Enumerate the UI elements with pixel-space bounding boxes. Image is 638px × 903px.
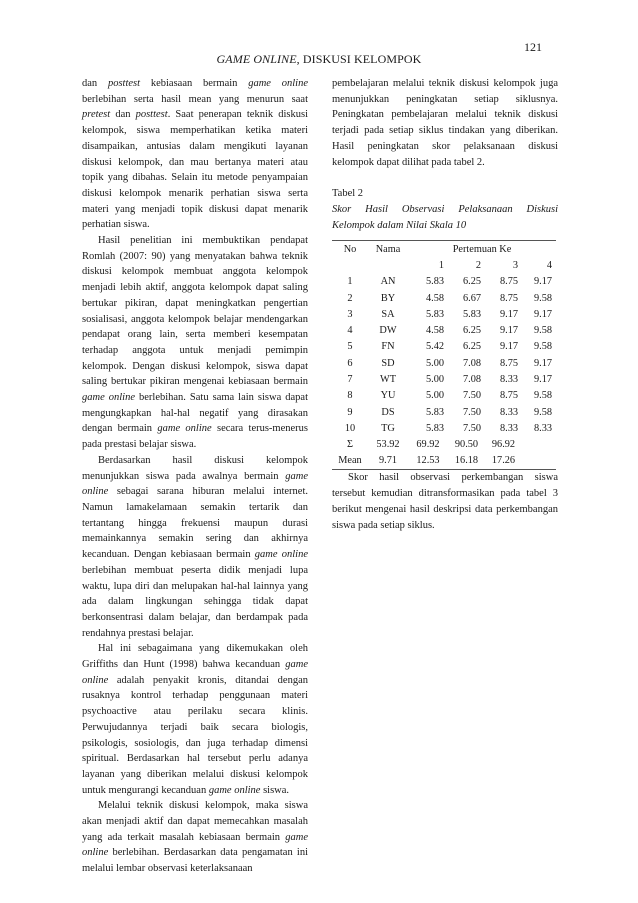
cell-aggregate: 90.50 <box>454 439 479 451</box>
italic-term: pretest <box>82 109 111 121</box>
italic-term: game online <box>82 470 308 498</box>
right-paragraph-2: Skor hasil observasi perkembangan siswa tersebut kemudian ditransformasikan pada tabel 3 berikut mengenai hasil deskripsi data perkembangan siswa pada setiap siklus. <box>332 472 558 531</box>
cell-score: 8.33 <box>533 422 552 434</box>
italic-term: game online <box>82 392 135 404</box>
cell-score: 7.08 <box>462 374 481 385</box>
left-paragraph-2: Hasil penelitian ini membuktikan pendapat Romlah (2007: 90) yang menyatakan bahwa teknik diskusi kelompok membuat anggota kelompok menjadi lebih aktif, anggota kelompok dapat saling bertukar pikiran, dapat meningkatkan pengertian sosialisasi, anggota kelompok belajar mendengarkan pendapat orang lain, serta memberi kesempatan terhadap anggota untuk menjadi pemimpin kelompok. Dengan diskusi kelompok, siswa dapat saling bertukar pikiran mengenai kebiasaan bermain game online berlebihan. Satu sama lain siswa dapat mengungkapkan hal-hal negatif yang dirasakan dengan bermain game online secara terus-menerus pada prestasi belajar siswa. <box>82 235 308 451</box>
cell-score: 9.17 <box>533 276 552 288</box>
cell-no: 8 <box>347 390 353 402</box>
meeting-number: 1 <box>438 259 444 271</box>
left-paragraph-5: Melalui teknik diskusi kelompok, maka siswa akan menjadi aktif dan dapat memecahkan masalah yang ada terkait masalah kebiasaan bermain game online berlebihan. Berdasarkan data pengamatan ini melalui lembar observasi keterlaksanaan <box>82 800 308 875</box>
cell-score: 6.25 <box>462 325 481 337</box>
sum-row <box>332 437 556 453</box>
table-row <box>332 421 556 437</box>
table-row <box>332 290 556 306</box>
table-row <box>332 388 556 404</box>
table-row <box>332 355 556 371</box>
cell-aggregate: 53.92 <box>376 439 400 451</box>
cell-score: 5.00 <box>425 374 444 385</box>
cell-score: 4.58 <box>425 325 444 337</box>
cell-score: 7.50 <box>462 406 481 418</box>
cell-score: 5.83 <box>425 308 444 320</box>
left-column <box>82 76 308 877</box>
cell-no: 2 <box>347 292 353 304</box>
cell-aggregate: 9.71 <box>368 453 408 470</box>
cell-nama: WT <box>379 374 396 385</box>
cell-no: 9 <box>347 406 353 418</box>
cell-nama: TG <box>381 422 395 434</box>
cell-score: 6.25 <box>462 341 481 353</box>
cell-score: 5.83 <box>462 308 481 320</box>
cell-nama: BY <box>380 292 396 304</box>
table-body <box>332 274 556 470</box>
table-row <box>332 372 556 388</box>
cell-score: 8.33 <box>499 406 518 418</box>
cell-nama: SA <box>381 308 395 320</box>
italic-term: game online <box>82 831 308 859</box>
cell-no: 1 <box>347 276 353 288</box>
cell-no: 10 <box>344 422 356 434</box>
cell-score: 9.58 <box>533 406 552 418</box>
cell-aggregate: 16.18 <box>448 453 485 470</box>
table-caption-number: Tabel 2 <box>332 188 364 200</box>
table-row <box>332 274 556 290</box>
cell-no: 4 <box>347 325 353 337</box>
cell-score: 6.25 <box>462 276 481 288</box>
header-nama: Nama <box>368 241 408 258</box>
italic-term: game online <box>157 423 212 435</box>
cell-score: 5.42 <box>425 341 444 353</box>
cell-nama: SD <box>381 357 395 369</box>
table-row <box>332 307 556 323</box>
table-row <box>332 323 556 339</box>
cell-score: 8.75 <box>499 292 518 304</box>
meeting-number: 3 <box>512 259 518 271</box>
cell-score: 5.83 <box>425 406 444 418</box>
page-number: 121 <box>524 40 542 54</box>
cell-score: 9.58 <box>533 341 552 353</box>
cell-aggregate: 96.92 <box>491 439 516 451</box>
cell-aggregate: 17.26 <box>485 453 522 470</box>
table-caption <box>332 186 558 233</box>
cell-score: 8.33 <box>499 422 518 434</box>
cell-score: 9.58 <box>533 292 552 304</box>
cell-nama: DS <box>381 406 395 418</box>
meeting-number: 2 <box>475 259 481 271</box>
right-paragraph-1: pembelajaran melalui teknik diskusi kelompok juga menunjukkan peningkatan setiap siklusnya. Peningkatan pembelajaran melalui teknik diskusi terjadi pada setiap siklus tindakan yang diberikan. Hasil peningkatan skor pelaksanaan diskusi kelompok dapat dilihat pada tabel 2. <box>332 78 558 168</box>
right-column <box>332 76 558 533</box>
score-table <box>332 240 556 470</box>
header-pertemuan: Pertemuan Ke <box>408 241 556 258</box>
cell-score: 9.17 <box>533 357 552 369</box>
mean-row <box>332 453 556 470</box>
italic-term: posttest <box>135 109 168 121</box>
cell-empty <box>522 437 556 453</box>
cell-nama: FN <box>381 341 395 353</box>
cell-score: 4.58 <box>425 292 444 304</box>
cell-score: 5.83 <box>425 276 444 288</box>
running-head <box>0 52 638 67</box>
cell-score: 5.00 <box>425 390 444 402</box>
cell-no: 5 <box>347 341 353 353</box>
italic-term: game online <box>82 659 308 686</box>
cell-label: Σ <box>347 439 353 451</box>
cell-nama: DW <box>379 325 397 337</box>
cell-score: 8.75 <box>499 276 518 288</box>
cell-score: 9.17 <box>499 341 518 353</box>
cell-aggregate: 69.92 <box>416 439 440 451</box>
cell-no: 3 <box>347 308 353 320</box>
cell-aggregate: 12.53 <box>408 453 448 470</box>
cell-score: 5.83 <box>425 422 444 434</box>
cell-nama: AN <box>380 276 396 288</box>
cell-score: 9.17 <box>499 325 518 337</box>
cell-score: 9.17 <box>533 374 552 385</box>
italic-term: game online <box>208 784 261 796</box>
table-row <box>332 404 556 420</box>
header-no: No <box>332 241 368 258</box>
cell-score: 8.33 <box>499 374 518 385</box>
cell-empty <box>522 453 556 470</box>
left-paragraph-4: Hal ini sebagaimana yang dikemukakan oleh Griffiths dan Hunt (1998) bahwa kecanduan game online adalah penyakit kronis, ditandai dengan rusaknya kontrol terhadap penggunaan materi psychoactive atau perilaku secara klinis. Perwujudannya terjadi baik secara biologis, psikologis, sosiologis, dan juga terhadap dimensi spiritual. Berdasarkan hal tersebut perlu adanya layanan yang diberikan melalui diskusi kelompok untuk mengurangi kecanduan game online siswa. <box>82 643 308 796</box>
cell-score: 9.17 <box>499 308 518 320</box>
cell-score: 8.75 <box>499 357 518 369</box>
cell-score: 7.50 <box>462 390 481 402</box>
running-head-italic: GAME ONLINE <box>216 52 297 66</box>
cell-nama: YU <box>380 390 396 402</box>
cell-score: 9.58 <box>533 325 552 337</box>
cell-score: 7.08 <box>462 357 481 369</box>
cell-score: 7.50 <box>462 422 481 434</box>
running-head-rest: , DISKUSI KELOMPOK <box>296 52 422 66</box>
cell-score: 8.75 <box>499 390 518 402</box>
cell-no: 6 <box>347 357 353 369</box>
cell-score: 9.58 <box>533 390 552 402</box>
italic-term: game online <box>248 78 308 89</box>
italic-term: posttest <box>107 78 141 89</box>
cell-no: 7 <box>347 374 353 385</box>
cell-score: 5.00 <box>425 357 444 369</box>
italic-term: game online <box>254 549 308 561</box>
table-row <box>332 339 556 355</box>
meeting-number: 4 <box>546 259 552 271</box>
left-paragraph-3: Berdasarkan hasil diskusi kelompok menunjukkan siswa pada awalnya bermain game online sebagai sarana hiburan melalui internet. Namun lamakelamaan semakin tertarik dan tertantang hingga frekuensi maupun durasi memainkannya semakin sering dan akhirnya kecanduan. Dengan kebiasaan bermain game online berlebihan membuat peserta didik menjadi lupa waktu, lupa diri dan melupakan hal-hal lainnya yang ada dalam lingkungan sehingga tidak dapat berkonsentrasi dalam belajar, dan berdampak pada rendahnya prestasi belajar. <box>82 454 308 639</box>
cell-score: 6.67 <box>462 292 481 304</box>
left-paragraph-1: dan posttest kebiasaan bermain game online berlebihan serta hasil mean yang menurun saat pretest dan posttest. Saat penerapan teknik diskusi kelompok, siswa memperhatikan ketika materi disampaikan, antusias dalam mengikuti layanan diskusi kelompok, dan mau bertanya materi atau topik yang dibahas. Selain itu metode penyampaian diskusi kelompok menarik perhatian siswa serta materi yang menjadi topik diskusi dapat menarik perhatian siswa. <box>82 78 308 231</box>
cell-label: Mean <box>332 453 368 470</box>
cell-score: 9.17 <box>533 308 552 320</box>
table-caption-title: Skor Hasil Observasi Pelaksanaan Diskusi Kelompok dalam Nilai Skala 10 <box>332 203 558 231</box>
